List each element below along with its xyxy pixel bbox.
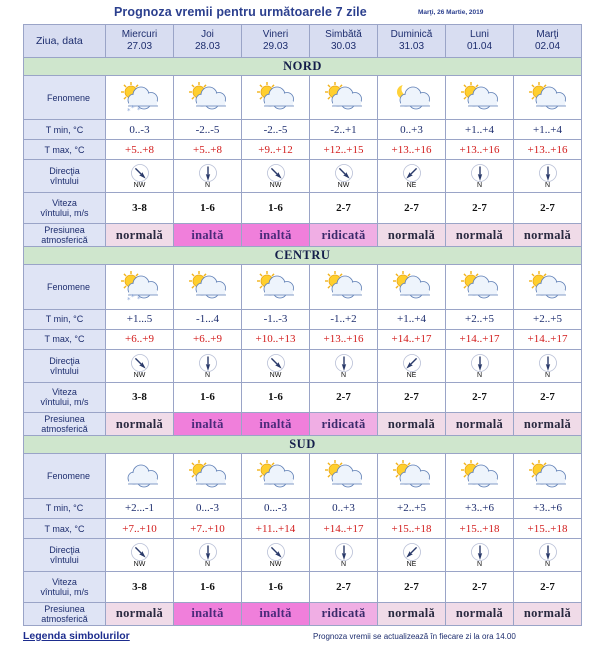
wind-speed-label: [24, 193, 106, 224]
wind-speed-cell: 1-6: [242, 382, 310, 413]
pressure-cell: normală: [514, 602, 582, 625]
tmax-row: [24, 140, 582, 160]
wind-direction-cell: [514, 349, 582, 382]
wind-speed-row: [24, 193, 582, 224]
phenomena-cell: [446, 265, 514, 309]
sun-cloud-icon: [389, 459, 435, 493]
day-date: 29.03: [262, 40, 289, 52]
pressure-label-text-2: atmosferică: [41, 424, 88, 435]
tmax-cell: +12..+15: [310, 140, 378, 160]
wind-direction-text: NW: [133, 371, 146, 379]
phenomena-label-text: Fenomene: [46, 92, 91, 103]
svg-text:*: *: [136, 294, 140, 303]
wind-speed-label: [24, 571, 106, 602]
tmin-cell: 0..-3: [106, 120, 174, 140]
wind-speed-cell: 2-7: [446, 571, 514, 602]
wind-arrow-icon: [130, 542, 150, 562]
wind-arrow-icon: [470, 163, 490, 183]
forecast-table: [23, 24, 582, 626]
wind-direction-cell: [310, 539, 378, 572]
sun-cloud-icon: [457, 270, 503, 304]
phenomena-label-text: Fenomene: [46, 281, 91, 292]
wind-speed-cell: 1-6: [174, 193, 242, 224]
tmin-cell: -1...4: [174, 309, 242, 329]
wind-direction-label-text-2: vîntului: [50, 365, 79, 376]
wind-arrow-icon: [266, 542, 286, 562]
day-name: Duminică: [390, 28, 433, 40]
wind-direction-label: [24, 349, 106, 382]
tmin-cell: +2..+5: [446, 309, 514, 329]
day-header: [310, 25, 378, 58]
footer: [0, 627, 600, 657]
wind-direction-text: NE: [406, 371, 417, 379]
tmin-cell: +1..+4: [514, 120, 582, 140]
wind-direction-text: N: [204, 371, 211, 379]
tmin-cell: +1..+4: [378, 309, 446, 329]
pressure-cell: normală: [106, 413, 174, 436]
update-note: Prognoza vremii se actualizează în fiecare zi la ora 14.00: [313, 632, 516, 641]
tmin-cell: -1..+2: [310, 309, 378, 329]
wind-speed-cell: 1-6: [174, 571, 242, 602]
wind-arrow-icon: [538, 163, 558, 183]
sun-cloud-icon: [253, 270, 299, 304]
phenomena-cell: [514, 454, 582, 498]
current-date: Marţi, 26 Martie, 2019: [418, 9, 484, 16]
wind-direction-label-text: Direcţia: [49, 355, 80, 366]
wind-direction-cell: [378, 160, 446, 193]
phenomena-row: [24, 75, 582, 119]
tmin-row: [24, 120, 582, 140]
tmax-cell: +6..+9: [174, 329, 242, 349]
sun-cloud-icon: [321, 459, 367, 493]
pressure-cell: inaltă: [242, 602, 310, 625]
wind-speed-cell: 2-7: [310, 193, 378, 224]
wind-direction-label: [24, 539, 106, 572]
pressure-cell: ridicată: [310, 223, 378, 246]
wind-direction-row: [24, 349, 582, 382]
pressure-label: [24, 413, 106, 436]
phenomena-cell: [174, 265, 242, 309]
pressure-cell: inaltă: [174, 223, 242, 246]
phenomena-label-text: Fenomene: [46, 471, 91, 482]
sun-cloud-icon: [525, 81, 571, 115]
wind-direction-cell: [174, 349, 242, 382]
wind-speed-cell: 2-7: [446, 193, 514, 224]
wind-arrow-icon: [198, 542, 218, 562]
day-name: Marţi: [536, 28, 559, 40]
phenomena-cell: [446, 454, 514, 498]
tmin-cell: +1...5: [106, 309, 174, 329]
day-date: 30.03: [330, 40, 357, 52]
tmin-label-text: T min, °C: [45, 124, 84, 135]
pressure-cell: normală: [514, 223, 582, 246]
day-name: Simbătă: [325, 28, 362, 40]
wind-speed-row: [24, 382, 582, 413]
wind-speed-cell: 2-7: [310, 382, 378, 413]
svg-text:*: *: [130, 292, 134, 301]
sun-cloud-icon: [321, 81, 367, 115]
wind-speed-cell: 2-7: [378, 571, 446, 602]
pressure-cell: inaltă: [174, 413, 242, 436]
tmin-cell: 0...-3: [174, 498, 242, 518]
phenomena-label: [24, 265, 106, 309]
tmax-cell: +15..+18: [514, 519, 582, 539]
wind-direction-cell: [242, 160, 310, 193]
tmin-cell: +2..+5: [514, 309, 582, 329]
phenomena-cell: [514, 75, 582, 119]
day-date: 01.04: [466, 40, 493, 52]
wind-speed-label: [24, 382, 106, 413]
sun-cloud-icon: [457, 81, 503, 115]
tmax-label: [24, 140, 106, 160]
wind-speed-label-text: Viteza: [52, 576, 77, 587]
tmin-cell: -2..-5: [242, 120, 310, 140]
phenomena-cell: [242, 454, 310, 498]
pressure-cell: inaltă: [242, 413, 310, 436]
phenomena-cell: [446, 75, 514, 119]
day-date: 27.03: [126, 40, 153, 52]
wind-speed-cell: 2-7: [514, 193, 582, 224]
wind-arrow-icon: [130, 353, 150, 373]
wind-direction-cell: [514, 539, 582, 572]
tmax-cell: +15..+18: [378, 519, 446, 539]
tmin-label-text: T min, °C: [45, 314, 84, 325]
sun-cloud-icon: [253, 459, 299, 493]
sun-cloud-icon: [389, 270, 435, 304]
wind-direction-cell: [106, 539, 174, 572]
phenomena-cell: [242, 265, 310, 309]
pressure-cell: normală: [378, 602, 446, 625]
wind-speed-cell: 2-7: [378, 193, 446, 224]
pressure-cell: normală: [106, 602, 174, 625]
tmin-cell: +3..+6: [514, 498, 582, 518]
wind-direction-text: N: [204, 182, 211, 190]
wind-direction-text: NE: [406, 182, 417, 190]
wind-arrow-icon: [266, 163, 286, 183]
wind-speed-cell: 2-7: [446, 382, 514, 413]
phenomena-cell: [174, 75, 242, 119]
wind-speed-cell: 1-6: [242, 193, 310, 224]
wind-speed-cell: 3-8: [106, 193, 174, 224]
day-header: [106, 25, 174, 58]
wind-direction-label-text: Direcţia: [49, 544, 80, 555]
wind-direction-label-text-2: vîntului: [50, 554, 79, 565]
pressure-cell: normală: [446, 602, 514, 625]
forecast-title-bar: [0, 4, 600, 22]
sun-cloud-icon: [525, 459, 571, 493]
pressure-row: [24, 413, 582, 436]
region-name: CENTRU: [24, 247, 582, 265]
wind-direction-row: [24, 539, 582, 572]
phenomena-cell: [310, 265, 378, 309]
pressure-label-text: Presiunea: [44, 414, 85, 425]
wind-speed-label-text: Viteza: [52, 198, 77, 209]
phenomena-cell: [310, 75, 378, 119]
phenomena-cell: [106, 75, 174, 119]
tmin-row: [24, 309, 582, 329]
wind-direction-text: N: [544, 560, 551, 568]
sun-cloud-snow-icon: [117, 81, 163, 115]
wind-direction-cell: [446, 349, 514, 382]
pressure-cell: normală: [378, 223, 446, 246]
region-name: NORD: [24, 57, 582, 75]
wind-direction-label-text: Direcţia: [49, 166, 80, 177]
day-header: [446, 25, 514, 58]
wind-arrow-icon: [334, 163, 354, 183]
tmax-label-text: T max, °C: [44, 144, 85, 155]
wind-direction-cell: [174, 160, 242, 193]
tmax-cell: +14..+17: [378, 329, 446, 349]
pressure-label-text: Presiunea: [44, 603, 85, 614]
day-header: [378, 25, 446, 58]
tmin-label: [24, 120, 106, 140]
tmax-cell: +13..+16: [514, 140, 582, 160]
wind-arrow-icon: [198, 163, 218, 183]
wind-direction-text: NW: [269, 560, 282, 568]
wind-arrow-icon: [470, 353, 490, 373]
tmax-cell: +11..+14: [242, 519, 310, 539]
pressure-row: [24, 602, 582, 625]
tmax-cell: +10..+13: [242, 329, 310, 349]
tmax-cell: +14..+17: [310, 519, 378, 539]
wind-direction-text: NW: [133, 560, 146, 568]
phenomena-cell: [378, 265, 446, 309]
wind-speed-cell: 3-8: [106, 382, 174, 413]
svg-text:*: *: [126, 106, 130, 115]
pressure-cell: normală: [378, 413, 446, 436]
region-name: SUD: [24, 436, 582, 454]
tmax-cell: +6..+9: [106, 329, 174, 349]
tmin-cell: -2..+1: [310, 120, 378, 140]
tmax-cell: +13..+16: [378, 140, 446, 160]
wind-direction-text: N: [204, 560, 211, 568]
tmin-cell: +1..+4: [446, 120, 514, 140]
phenomena-label: [24, 75, 106, 119]
wind-direction-cell: [378, 539, 446, 572]
sun-cloud-icon: [525, 270, 571, 304]
pressure-cell: normală: [106, 223, 174, 246]
tmax-label: [24, 329, 106, 349]
sun-cloud-icon: [457, 459, 503, 493]
day-date: 31.03: [398, 40, 425, 52]
wind-direction-text: N: [544, 371, 551, 379]
wind-direction-text: N: [476, 182, 483, 190]
tmin-cell: +2...-1: [106, 498, 174, 518]
tmin-label: [24, 498, 106, 518]
wind-direction-text: NW: [269, 182, 282, 190]
pressure-cell: inaltă: [174, 602, 242, 625]
phenomena-cell: [378, 454, 446, 498]
phenomena-row: [24, 454, 582, 498]
wind-direction-cell: [106, 349, 174, 382]
wind-arrow-icon: [402, 353, 422, 373]
wind-arrow-icon: [538, 353, 558, 373]
wind-speed-cell: 1-6: [174, 382, 242, 413]
legend-link[interactable]: Legenda simbolurilor: [23, 630, 130, 642]
wind-speed-row: [24, 571, 582, 602]
tmax-label: [24, 519, 106, 539]
wind-speed-cell: 2-7: [514, 571, 582, 602]
wind-speed-label-text-2: vîntului, m/s: [40, 397, 89, 408]
wind-arrow-icon: [402, 542, 422, 562]
day-name: Miercuri: [121, 28, 158, 40]
sun-cloud-snow-icon: [117, 270, 163, 304]
tmax-label-text: T max, °C: [44, 334, 85, 345]
tmin-label-text: T min, °C: [45, 503, 84, 514]
tmax-row: [24, 329, 582, 349]
day-header: [174, 25, 242, 58]
tmax-cell: +9..+12: [242, 140, 310, 160]
tmax-row: [24, 519, 582, 539]
wind-direction-cell: [242, 349, 310, 382]
wind-arrow-icon: [538, 542, 558, 562]
pressure-cell: ridicată: [310, 602, 378, 625]
tmax-cell: +15..+18: [446, 519, 514, 539]
moon-cloud-icon: [389, 81, 435, 115]
cloud-icon: [117, 459, 163, 493]
pressure-label: [24, 223, 106, 246]
sun-cloud-icon: [321, 270, 367, 304]
svg-text:*: *: [136, 105, 140, 114]
col-label: Ziua, data: [24, 25, 106, 58]
pressure-label-text: Presiunea: [44, 225, 85, 235]
phenomena-label: [24, 454, 106, 498]
sun-cloud-icon: [185, 81, 231, 115]
sun-cloud-icon: [185, 459, 231, 493]
phenomena-cell: [106, 454, 174, 498]
wind-arrow-icon: [334, 542, 354, 562]
tmax-label-text: T max, °C: [44, 523, 85, 534]
wind-direction-text: N: [544, 182, 551, 190]
day-header: [242, 25, 310, 58]
day-name: Luni: [470, 28, 489, 40]
wind-direction-text: N: [340, 371, 347, 379]
svg-text:*: *: [126, 295, 130, 304]
wind-direction-text: NW: [133, 182, 146, 190]
wind-direction-cell: [378, 349, 446, 382]
wind-speed-cell: 2-7: [514, 382, 582, 413]
pressure-cell: normală: [446, 223, 514, 246]
day-date: 02.04: [534, 40, 561, 52]
tmax-cell: +14..+17: [446, 329, 514, 349]
day-name: Joi: [201, 28, 214, 40]
sun-cloud-icon: [253, 81, 299, 115]
wind-direction-text: NW: [269, 371, 282, 379]
phenomena-cell: [378, 75, 446, 119]
tmin-cell: -2..-5: [174, 120, 242, 140]
tmax-cell: +5..+8: [106, 140, 174, 160]
pressure-cell: ridicată: [310, 413, 378, 436]
tmax-cell: +7..+10: [174, 519, 242, 539]
svg-text:*: *: [130, 103, 134, 112]
wind-direction-text: N: [476, 560, 483, 568]
wind-arrow-icon: [130, 163, 150, 183]
wind-arrow-icon: [198, 353, 218, 373]
tmin-cell: 0..+3: [378, 120, 446, 140]
tmin-cell: +2..+5: [378, 498, 446, 518]
page-title: Prognoza vremii pentru următoarele 7 zile: [114, 5, 367, 19]
wind-direction-cell: [310, 349, 378, 382]
wind-direction-cell: [446, 160, 514, 193]
days-header-row: [24, 25, 582, 58]
wind-direction-label: [24, 160, 106, 193]
phenomena-row: [24, 265, 582, 309]
phenomena-cell: [310, 454, 378, 498]
tmax-cell: +13..+16: [446, 140, 514, 160]
tmin-cell: 0...-3: [242, 498, 310, 518]
wind-direction-text: NW: [337, 182, 350, 190]
phenomena-cell: [514, 265, 582, 309]
phenomena-cell: [242, 75, 310, 119]
wind-speed-cell: 2-7: [378, 382, 446, 413]
wind-speed-cell: 2-7: [310, 571, 378, 602]
wind-direction-row: [24, 160, 582, 193]
tmin-label: [24, 309, 106, 329]
pressure-row: [24, 223, 582, 246]
pressure-cell: normală: [446, 413, 514, 436]
wind-speed-cell: 1-6: [242, 571, 310, 602]
tmin-cell: -1..-3: [242, 309, 310, 329]
tmax-cell: +7..+10: [106, 519, 174, 539]
wind-arrow-icon: [334, 353, 354, 373]
wind-speed-label-text-2: vîntului, m/s: [40, 208, 89, 219]
wind-direction-text: NE: [406, 560, 417, 568]
pressure-label: [24, 602, 106, 625]
wind-speed-label-text: Viteza: [52, 387, 77, 398]
phenomena-cell: [174, 454, 242, 498]
wind-direction-text: N: [476, 371, 483, 379]
wind-direction-cell: [310, 160, 378, 193]
region-header-row: [24, 247, 582, 265]
pressure-cell: inaltă: [242, 223, 310, 246]
wind-direction-cell: [242, 539, 310, 572]
wind-direction-cell: [514, 160, 582, 193]
wind-direction-text: N: [340, 560, 347, 568]
day-header: [514, 25, 582, 58]
tmax-cell: +5..+8: [174, 140, 242, 160]
tmin-cell: 0..+3: [310, 498, 378, 518]
wind-direction-cell: [106, 160, 174, 193]
wind-arrow-icon: [470, 542, 490, 562]
tmin-row: [24, 498, 582, 518]
day-name: Vineri: [262, 28, 289, 40]
pressure-cell: normală: [514, 413, 582, 436]
phenomena-cell: [106, 265, 174, 309]
wind-direction-label-text-2: vîntului: [50, 176, 79, 187]
tmax-cell: +14..+17: [514, 329, 582, 349]
wind-direction-cell: [446, 539, 514, 572]
tmax-cell: +13..+16: [310, 329, 378, 349]
wind-arrow-icon: [266, 353, 286, 373]
wind-speed-cell: 3-8: [106, 571, 174, 602]
wind-direction-cell: [174, 539, 242, 572]
pressure-label-text-2: atmosferică: [41, 613, 88, 624]
tmin-cell: +3..+6: [446, 498, 514, 518]
pressure-label-text-2: atmosferică: [41, 235, 88, 245]
sun-cloud-icon: [185, 270, 231, 304]
region-header-row: [24, 436, 582, 454]
wind-arrow-icon: [402, 163, 422, 183]
day-date: 28.03: [194, 40, 221, 52]
region-header-row: [24, 57, 582, 75]
wind-speed-label-text-2: vîntului, m/s: [40, 586, 89, 597]
